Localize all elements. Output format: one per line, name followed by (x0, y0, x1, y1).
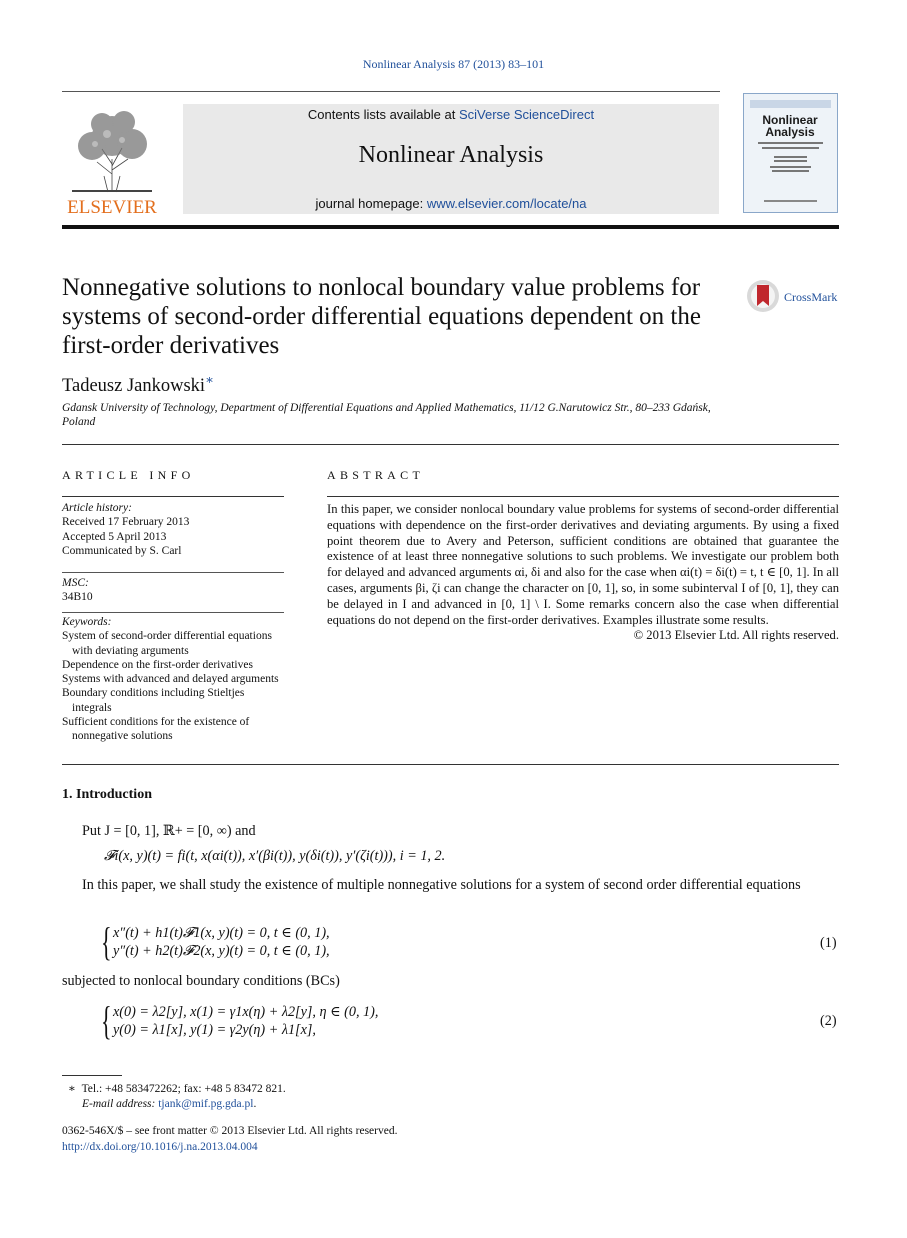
crossmark-badge[interactable] (746, 278, 866, 314)
title-divider (62, 444, 839, 445)
footnote-contact (68, 1081, 286, 1095)
keywords-block (62, 615, 284, 744)
equation-F-definition: 𝓕i(x, y)(t) = fi(t, x(αi(t)), x′(βi(t)), y(δi(t)), y′(ζi(t))), i = 1, 2. (104, 848, 446, 864)
history-accepted: Accepted 5 April 2013 (62, 530, 167, 543)
article-title: Nonnegative solutions to nonlocal boundary value problems for systems of second-order differential equations dependent on the first-order derivatives (62, 274, 701, 359)
contents-line (183, 107, 719, 122)
masthead-top-rule (62, 91, 720, 92)
equation-2-line-1: x(0) = λ2[y], x(1) = γ1x(η) + λ2[y], η ∈ (0, 1), (113, 1004, 379, 1020)
abstract-divider (62, 764, 839, 765)
history-received: Received 17 February 2013 (62, 516, 190, 529)
keyword-item: System of second-order differential equations with deviating arguments (62, 630, 272, 657)
svg-text:Analysis: Analysis (765, 125, 815, 139)
abstract-rule (327, 496, 839, 497)
article-info-rule (62, 496, 284, 497)
affiliation: Gdansk University of Technology, Department of Differential Equations and Applied Mathematics, 11/12 G.Narutowicz Str., 80–233 Gdańsk, Poland (62, 402, 711, 428)
article-info-heading: ARTICLE INFO (62, 468, 195, 482)
journal-cover-thumbnail[interactable] (743, 93, 838, 213)
author-footnote-mark[interactable]: ∗ (205, 372, 214, 387)
email-link[interactable]: tjank@mif.pg.gda.pl (158, 1098, 254, 1110)
keyword-item: Boundary conditions including Stieltjes integrals (62, 687, 245, 714)
equation-2-line-2: y(0) = λ1[x], y(1) = γ2y(η) + λ1[x], (113, 1022, 316, 1038)
masthead-box (183, 104, 719, 214)
abstract-text: In this paper, we consider nonlocal boundary value problems for systems of second-order differential equations with dependence on the first-order derivatives and deviating arguments. By using a fixed point theorem due to Avery and Peterson, sufficient conditions are obtained that guarantee the existence of at least three nonnegative solutions to such problems. We investigate our problem both for delayed and advanced arguments αi, δi and also for the case when αi(t) = δi(t) = t, t ∈ [0, 1]. In all cases, arguments βi, ζi can change the character on [0, 1], so, in some subinterval I of [0, 1], they can be delayed in I and advanced in [0, 1] \ I. Some remarks concern also the case when differential equations do not depend on the first-order derivatives. Examples illustrate some results. (327, 502, 839, 627)
keyword-item: Dependence on the first-order derivatives (62, 658, 253, 671)
svg-text:Nonlinear: Nonlinear (762, 113, 818, 127)
system-brace: { (101, 998, 112, 1043)
keyword-item: Sufficient conditions for the existence of nonnegative solutions (62, 716, 250, 743)
footnote-rule (62, 1075, 122, 1076)
elsevier-wordmark: ELSEVIER (67, 197, 157, 216)
homepage-link[interactable]: www.elsevier.com/locate/na (426, 196, 587, 211)
equation-number: (2) (820, 1013, 837, 1029)
doi-link[interactable]: http://dx.doi.org/10.1016/j.na.2013.04.004 (62, 1141, 258, 1153)
abstract-body (327, 502, 839, 644)
abstract-heading: ABSTRACT (327, 468, 425, 482)
issn-line: 0362-546X/$ – see front matter © 2013 Elsevier Ltd. All rights reserved. (62, 1125, 398, 1137)
email-label: E-mail address: (82, 1098, 159, 1110)
article-history (62, 501, 284, 558)
article-info-rule (62, 612, 284, 613)
equation-1-line-1: x″(t) + h1(t)𝓕1(x, y)(t) = 0, t ∈ (0, 1), (113, 925, 330, 941)
journal-title: Nonlinear Analysis (358, 142, 544, 168)
equation-number: (1) (820, 935, 837, 951)
homepage-line (183, 196, 719, 211)
contents-prefix: Contents lists available at (307, 107, 459, 122)
intro-paragraph: In this paper, we shall study the existence of multiple nonnegative solutions for a system of second order differential equations (82, 877, 801, 893)
elsevier-logo[interactable] (62, 104, 162, 216)
history-communicated: Communicated by S. Carl (62, 544, 182, 557)
crossmark-label: CrossMark (784, 290, 838, 304)
journal-reference[interactable]: Nonlinear Analysis 87 (2013) 83–101 (362, 57, 545, 71)
article-info-rule (62, 572, 284, 573)
msc-code: 34B10 (62, 591, 93, 604)
author-name: Tadeusz Jankowski (62, 376, 206, 397)
homepage-prefix: journal homepage: (315, 196, 427, 211)
masthead-bottom-rule (62, 225, 839, 229)
msc-label: MSC: (62, 577, 89, 589)
footnote-email: E-mail address: tjank@mif.pg.gda.pl. (82, 1098, 257, 1110)
keywords-label: Keywords: (62, 616, 112, 628)
footnote-tel: Tel.: +48 583472262; fax: +48 5 83472 821. (81, 1083, 286, 1095)
system-brace: { (101, 919, 112, 964)
footnote-mark: ∗ (68, 1083, 76, 1095)
msc-block (62, 576, 284, 605)
abstract-copyright: © 2013 Elsevier Ltd. All rights reserved. (633, 628, 839, 643)
section-heading: 1. Introduction (62, 787, 152, 802)
bcs-sentence: subjected to nonlocal boundary conditions (BCs) (62, 973, 340, 989)
equation-1-line-2: y″(t) + h2(t)𝓕2(x, y)(t) = 0, t ∈ (0, 1), (113, 943, 330, 959)
history-label: Article history: (62, 502, 132, 514)
sciencedirect-link[interactable]: SciVerse ScienceDirect (458, 107, 595, 122)
definition-line: Put J = [0, 1], ℝ+ = [0, ∞) and (82, 823, 256, 839)
keyword-item: Systems with advanced and delayed arguments (62, 673, 279, 686)
author-line (62, 372, 214, 397)
